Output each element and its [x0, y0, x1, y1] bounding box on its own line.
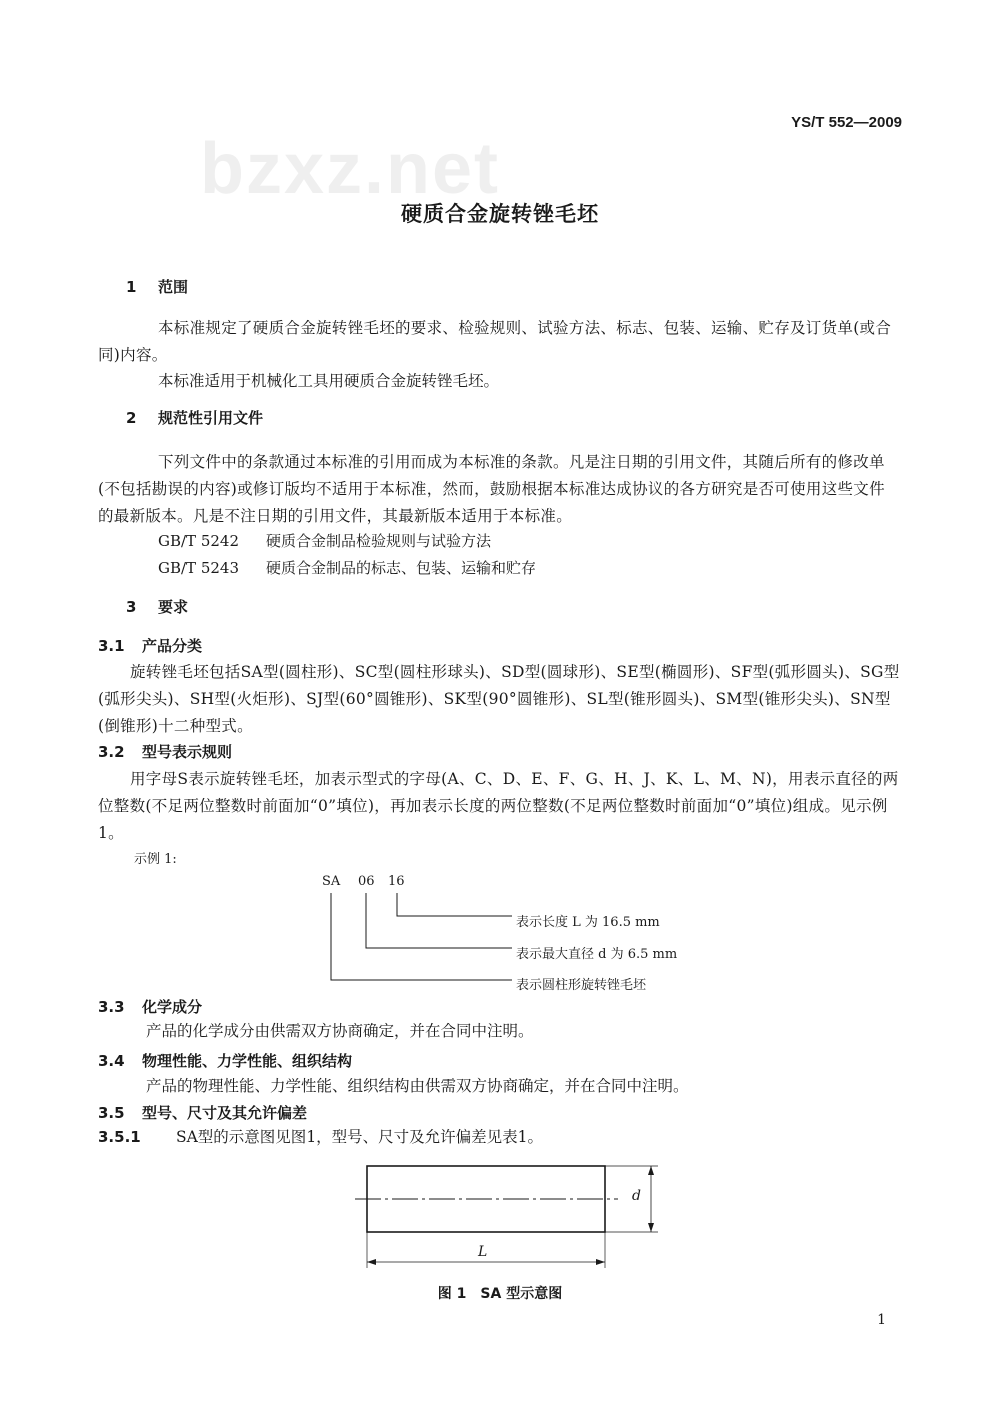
- reference-code: GB/T 5243: [158, 559, 240, 577]
- reference-code: GB/T 5242: [158, 532, 240, 550]
- leader-line-diameter: [366, 893, 512, 948]
- section-title: 要求: [158, 598, 189, 616]
- sa-figure: [355, 1166, 658, 1268]
- section-number: 3.5: [98, 1104, 125, 1122]
- arrow-d-bottom: [648, 1223, 654, 1232]
- section-number: 3.4: [98, 1052, 125, 1070]
- figure-label-d: d: [632, 1188, 641, 1204]
- reference-title: 硬质合金制品检验规则与试验方法: [266, 532, 492, 550]
- section-title: 型号、尺寸及其允许偏差: [142, 1104, 308, 1122]
- example-label: 示例 1:: [134, 852, 177, 867]
- section-3-4-para: 产品的物理性能、力学性能、组织结构由供需双方协商确定，并在合同中注明。: [146, 1077, 689, 1095]
- leader-line-type: [331, 893, 512, 980]
- section-3-1-para: 旋转锉毛坯包括SA型(圆柱形)、SC型(圆柱形球头)、SD型(圆球形)、SE型(椭圆形)、SF型(弧形圆头)、SG型(弧形尖头)、SH型(火炬形)、SJ型(60°圆锥形)、SK型(90°圆锥形)、SL型(锥形圆头)、SM型(锥形尖头)、SN型(倒锥形)十二种型式。: [98, 663, 900, 735]
- standard-code: YS/T 552—2009: [791, 114, 902, 131]
- section-number: 3.1: [98, 637, 125, 655]
- example-label-diameter: 表示最大直径 d 为 6.5 mm: [516, 947, 678, 962]
- section-number: 3.5.1: [98, 1128, 141, 1146]
- section-title: 范围: [158, 278, 189, 296]
- section-number: 3.3: [98, 998, 125, 1016]
- section-1-para-1: 本标准规定了硬质合金旋转锉毛坯的要求、检验规则、试验方法、标志、包装、运输、贮存及订货单(或合同)内容。: [98, 319, 892, 364]
- section-3-3-para: 产品的化学成分由供需双方协商确定，并在合同中注明。: [146, 1022, 534, 1040]
- figure-caption: 图 1 SA 型示意图: [437, 1286, 563, 1302]
- example-code-length: 16: [388, 874, 405, 889]
- example-label-type: 表示圆柱形旋转锉毛坯: [516, 978, 647, 993]
- section-title: 化学成分: [142, 998, 203, 1016]
- arrow-L-left: [367, 1259, 376, 1265]
- page-number: 1: [877, 1312, 886, 1328]
- section-number: 3: [126, 598, 137, 616]
- section-3-2-para: 用字母S表示旋转锉毛坯，加表示型式的字母(A、C、D、E、F、G、H、J、K、L、M、N)，用表示直径的两位整数(不足两位整数时前面加“0”填位)，再加表示长度的两位整数(不足两位整数时前面加“0”填位)组成。见示例1。: [98, 770, 899, 842]
- section-2-para-1: 下列文件中的条款通过本标准的引用而成为本标准的条款。凡是注日期的引用文件，其随后所有的修改单(不包括勘误的内容)或修订版均不适用于本标准，然而，鼓励根据本标准达成协议的各方研究是否可使用这些文件的最新版本。凡是不注日期的引用文件，其最新版本适用于本标准。: [98, 453, 885, 525]
- section-number: 1: [126, 278, 137, 296]
- document-title: 硬质合金旋转锉毛坯: [401, 202, 599, 226]
- example-leader-lines: [331, 893, 512, 980]
- example-label-length: 表示长度 L 为 16.5 mm: [516, 915, 660, 930]
- section-title: 产品分类: [142, 637, 203, 655]
- section-title: 型号表示规则: [142, 743, 233, 761]
- section-1-para-2: 本标准适用于机械化工具用硬质合金旋转锉毛坯。: [158, 372, 500, 390]
- section-title: 规范性引用文件: [158, 409, 264, 427]
- watermark: bzxz.net: [200, 129, 501, 209]
- reference-title: 硬质合金制品的标志、包装、运输和贮存: [266, 559, 537, 577]
- leader-line-length: [397, 893, 512, 916]
- figure-label-L: L: [478, 1244, 488, 1260]
- section-number: 2: [126, 409, 137, 427]
- section-text: SA型的示意图见图1，型号、尺寸及允许偏差见表1。: [176, 1128, 544, 1146]
- example-code-diameter: 06: [358, 874, 375, 889]
- example-code-type: SA: [322, 874, 341, 889]
- arrow-L-right: [596, 1259, 605, 1265]
- section-number: 3.2: [98, 743, 125, 761]
- arrow-d-top: [648, 1166, 654, 1175]
- section-title: 物理性能、力学性能、组织结构: [142, 1052, 353, 1070]
